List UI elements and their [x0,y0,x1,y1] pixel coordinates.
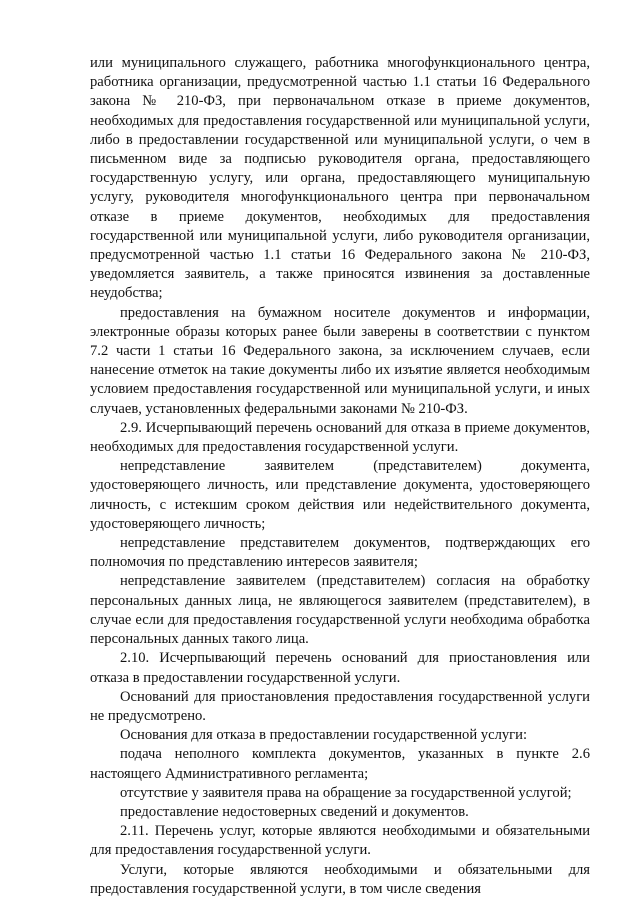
paragraph: непредставление заявителем (представителем) согласия на обработку персональных данных лица, не являющегося заявителем (представителем), в случае если для предоставления государственной услуги необходима обработка персональных данных такого лица. [90,573,590,648]
document-page [90,54,590,899]
paragraph: Услуги, которые являются необходимыми и обязательными для предоставления государственной услуги, в том числе сведения [90,861,590,897]
paragraph: отсутствие у заявителя права на обращение за государственной услугой; [120,784,572,801]
paragraph: непредставление представителем документов, подтверждающих его полномочия по представлению интересов заявителя; [90,535,590,571]
paragraph: предоставления на бумажном носителе документов и информации, электронные образы которых ранее были заверены в соответствии с пунктом 7.2 части 1 статьи 16 Федерального закона, за исключением случаев, если нанесение отметок на такие документы либо их изъятие является необходимым условием предоставления государственной или муниципальной услуги, и иных случаев, установленных федеральными законами № 210-ФЗ. [90,304,590,417]
section-heading-2-10: 2.10. Исчерпывающий перечень оснований для приостановления или отказа в предоставлении государственной услуги. [90,650,590,686]
paragraph-continuation: или муниципального служащего, работника многофункционального центра, работника организации, предусмотренной частью 1.1 статьи 16 Федерального закона № 210-ФЗ, при первоначальном отказе в приеме документов, необходимых для предоставления государственной или муниципальной услуги, либо в предоставлении государственной или муниципальной услуги, о чем в письменном виде за подписью руководителя органа, предоставляющего государственную услугу, или органа, предоставляющего муниципальную услугу, руководителя многофункционального центра при первоначальном отказе в приеме документов, необходимых для предоставления государственной или муниципальной услуги, либо руководителя организации, предусмотренной частью 1.1 статьи 16 Федерального закона № 210-ФЗ, уведомляется заявитель, а также приносятся извинения за доставленные неудобства; [90,55,590,302]
paragraph: подача неполного комплекта документов, указанных в пункте 2.6 настоящего Административного регламента; [90,746,590,782]
paragraph: предоставление недостоверных сведений и документов. [120,803,469,820]
paragraph: Оснований для приостановления предоставления государственной услуги не предусмотрено. [90,688,590,724]
section-heading-2-9: 2.9. Исчерпывающий перечень оснований для отказа в приеме документов, необходимых для предоставления государственной услуги. [90,419,590,456]
paragraph: непредставление заявителем (представителем) документа, удостоверяющего личность, или представление документа, удостоверяющего личность, с истекшим сроком действия или недействительного документа, удостоверяющего личность; [90,458,590,532]
section-heading-2-11: 2.11. Перечень услуг, которые являются необходимыми и обязательными для предоставления государственной услуги. [90,823,590,859]
paragraph: Основания для отказа в предоставлении государственной услуги: [120,727,527,744]
